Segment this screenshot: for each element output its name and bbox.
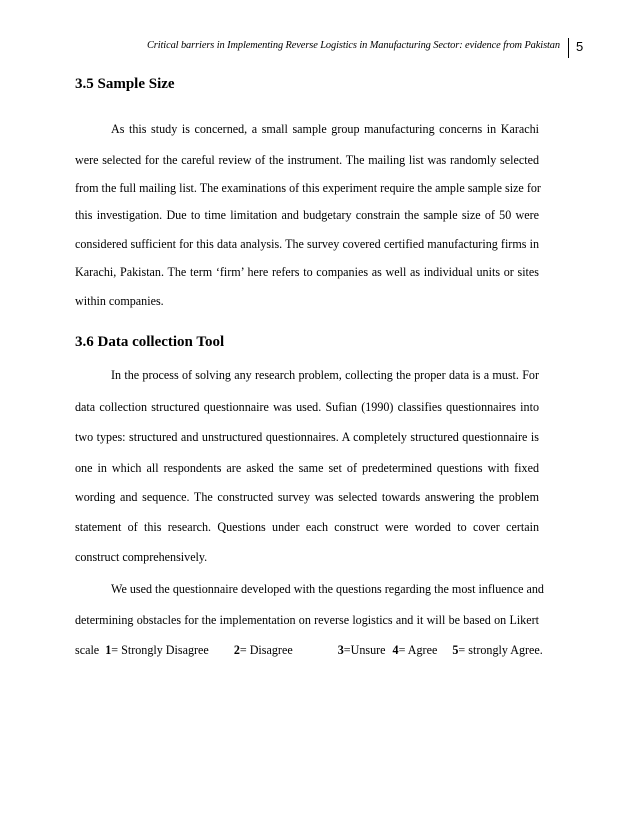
paragraph-line: considered sufficient for this data analysis. The survey covered certified manufacturing firms in [75, 237, 539, 251]
paragraph-line: data collection structured questionnaire was used. Sufian (1990) classifies questionnaires into [75, 400, 539, 414]
scale-option-3: 3=Unsure [337, 643, 386, 657]
paragraph-line: from the full mailing list. The examinations of this experiment require the ample sample size for [75, 181, 541, 195]
scale-option-1: 1= Strongly Disagree [105, 643, 209, 657]
scale-option-5: 5= strongly Agree. [452, 643, 543, 657]
scale-prefix: scale [75, 643, 100, 657]
paragraph-line: We used the questionnaire developed with the questions regarding the most influence and [111, 582, 544, 596]
paragraph-line: one in which all respondents are asked the same set of predetermined questions with fixed [75, 461, 539, 475]
running-title: Critical barriers in Implementing Reverse Logistics in Manufacturing Sector: evidence from Pakistan [146, 40, 560, 51]
paragraph-line: Karachi, Pakistan. The term ‘firm’ here refers to companies as well as individual units or sites [75, 265, 539, 279]
paragraph-line: within companies. [75, 294, 164, 308]
section-heading-sample-size: 3.5 Sample Size [75, 76, 175, 92]
paragraph-line: this investigation. Due to time limitation and budgetary constrain the sample size of 50 were [75, 208, 539, 222]
section-heading-data-collection-tool: 3.6 Data collection Tool [75, 334, 225, 350]
likert-scale-line [75, 643, 543, 657]
header-divider [568, 38, 569, 58]
paragraph-line: As this study is concerned, a small sample group manufacturing concerns in Karachi [111, 122, 539, 136]
scale-option-2: 2= Disagree [233, 643, 293, 657]
paragraph-line: determining obstacles for the implementation on reverse logistics and it will be based on Likert [75, 613, 539, 627]
scale-option-4: 4= Agree [392, 643, 438, 657]
paragraph-line: construct comprehensively. [75, 550, 208, 564]
paragraph-line: wording and sequence. The constructed survey was selected towards answering the problem [75, 490, 539, 504]
page-number: 5 [576, 39, 584, 54]
paragraph-line: two types: structured and unstructured questionnaires. A completely structured questionnaire is [75, 430, 539, 444]
running-header [0, 38, 638, 58]
paragraph-line: statement of this research. Questions under each construct were worded to cover certain [75, 520, 539, 534]
paragraph-line: were selected for the careful review of the instrument. The mailing list was randomly selected [75, 153, 539, 167]
paragraph-line: In the process of solving any research problem, collecting the proper data is a must. For [111, 368, 539, 382]
